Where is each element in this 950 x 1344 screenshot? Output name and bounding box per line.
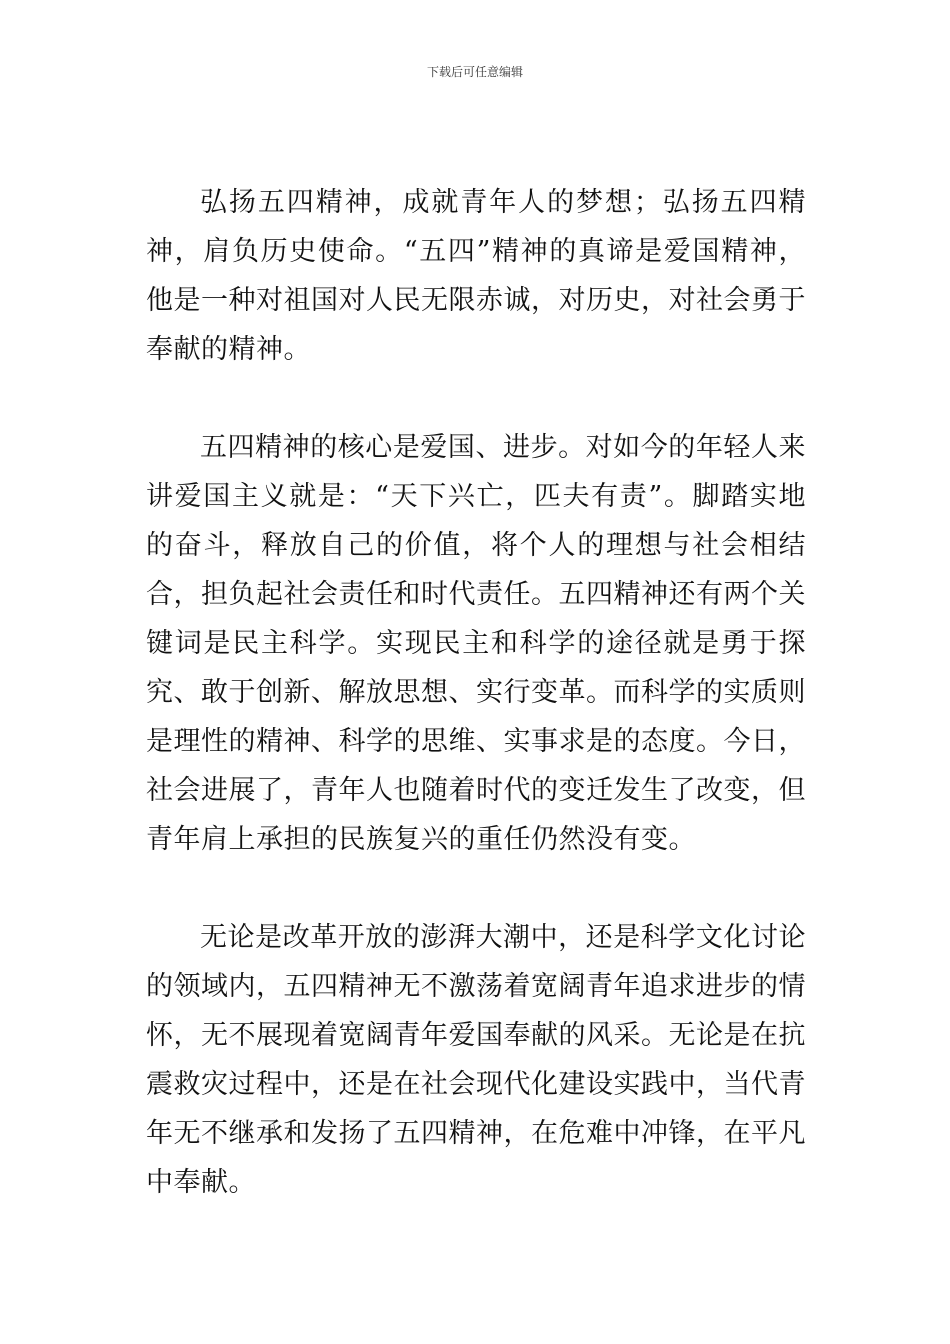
paragraph-2: 五四精神的核心是爱国、进步。对如今的年轻人来讲爱国主义就是：“天下兴亡，匹夫有责”。脚踏实地的奋斗，释放自己的价值，将个人的理想与社会相结合，担负起社会责任和时代责任。五四精神还有两个关键词是民主科学。实现民主和科学的途径就是勇于探究、敢于创新、解放思想、实行变革。而科学的实质则是理性的精神、科学的思维、实事求是的态度。今日，社会进展了，青年人也随着时代的变迁发生了改变，但青年肩上承担的民族复兴的重任仍然没有变。 bbox=[146, 432, 806, 855]
document-body bbox=[146, 178, 806, 1207]
paragraph-1: 弘扬五四精神，成就青年人的梦想；弘扬五四精神，肩负历史使命。“五四”精神的真谛是爱国精神，他是一种对祖国对人民无限赤诚，对历史，对社会勇于奉献的精神。 bbox=[146, 187, 806, 365]
paragraph-3: 无论是改革开放的澎湃大潮中，还是科学文化讨论的领域内，五四精神无不激荡着宽阔青年追求进步的情怀，无不展现着宽阔青年爱国奉献的风采。无论是在抗震救灾过程中，还是在社会现代化建设实践中，当代青年无不继承和发扬了五四精神，在危难中冲锋，在平凡中奉献。 bbox=[146, 922, 806, 1198]
page-header: 下载后可任意编辑 bbox=[426, 65, 523, 79]
